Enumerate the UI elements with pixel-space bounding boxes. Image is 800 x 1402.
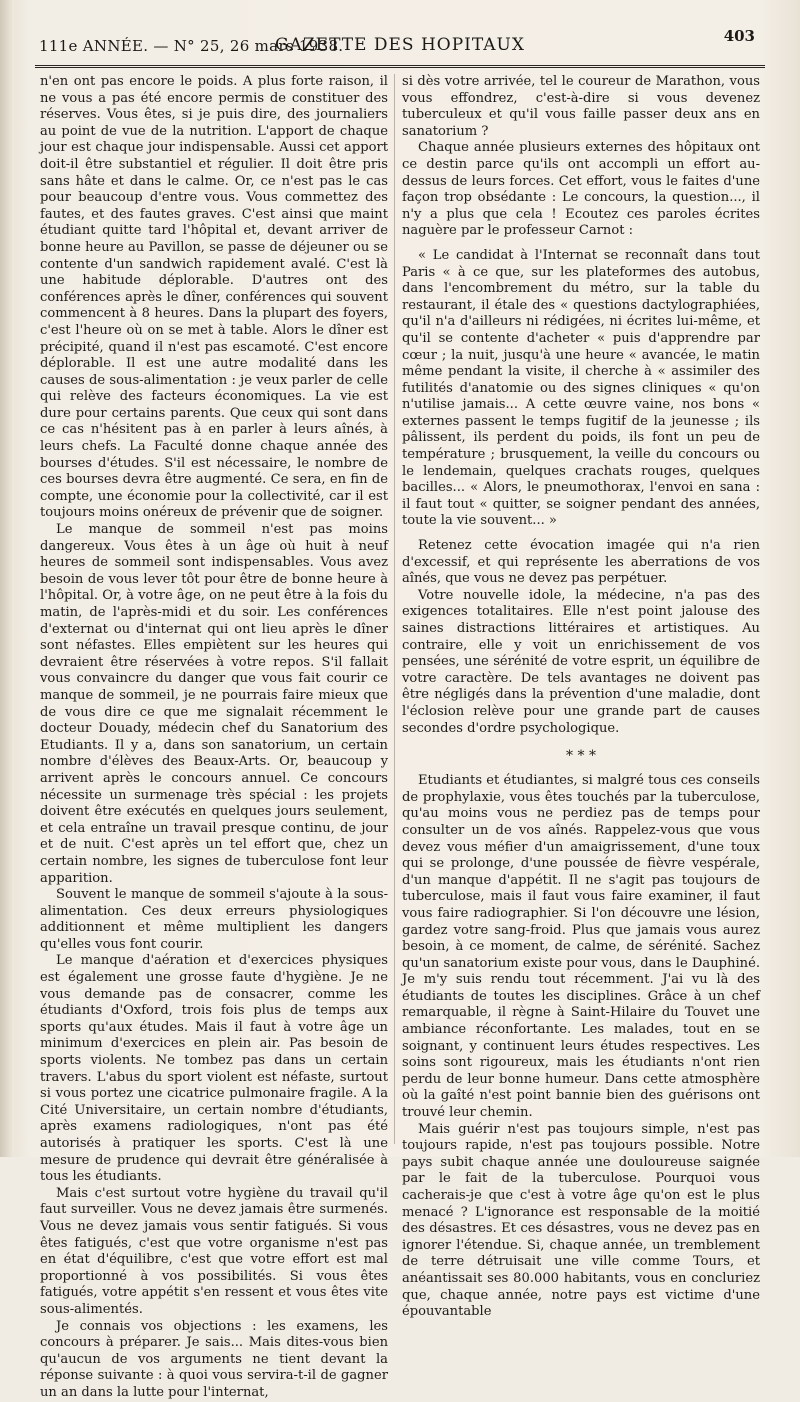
paragraph: Le manque d'aération et d'exercices physiques est également une grosse faute d'hygiène. Je ne vous demande pas de consacrer, comme les étudiants d'Oxford, trois fois plus de temps aux sports qu'aux études. Mais il faut à votre âge un minimum d'exercices en plein air. Pas besoin de sports violents. Ne tombez pas dans un certain travers. L'abus du sport violent est néfaste, surtout si vous portez une cicatrice pulmonaire fragile. A la Cité Universitaire, un certain nombre d'étudiants, après examens radiologiques, n'ont pas été autorisés à pratiquer les sports. C'est là une mesure de prudence qui devrait être généralisée à tous les étudiants. <box>40 953 388 1185</box>
paragraph: Mais c'est surtout votre hygiène du travail qu'il faut surveiller. Vous ne devez jamais être surmenés. Vous ne devez jamais vous sentir fatigués. Si vous êtes fatigués, c'est que votre organisme n'est pas en état d'équilibre, c'est que votre effort est mal proportionné à vos possibilités. Si vous êtes fatigués, votre appétit s'en ressent et vous êtes vite sous-alimentés. <box>40 1185 388 1317</box>
page-binding-shadow <box>0 0 14 1157</box>
page-number: 403 <box>723 27 755 45</box>
issue-line: 111e ANNÉE. — N° 25, 26 mars 1938. <box>39 37 344 55</box>
right-column <box>402 74 760 1321</box>
paragraph: Chaque année plusieurs externes des hôpitaux ont ce destin parce qu'ils ont accompli un effort au-dessus de leurs forces. Cet effort, vous le faites d'une façon trop obsédante : Le concours, la question..., il n'y a plus que cela ! Ecoutez ces paroles écrites naguère par le professeur Carnot : <box>402 140 760 239</box>
page-header <box>35 25 765 68</box>
column-divider <box>394 74 395 1144</box>
paragraph: Retenez cette évocation imagée qui n'a rien d'excessif, et qui représente les aberrations de vos aînés, que vous ne devez pas perpétuer. <box>402 538 760 587</box>
section-separator: * * * <box>566 748 596 765</box>
paragraph: Votre nouvelle idole, la médecine, n'a pas des exigences totalitaires. Elle n'est point jalouse des saines distractions littéraires et artistiques. Au contraire, elle y voit un enrichissement de vos pensées, une sérénité de votre esprit, un équilibre de votre caractère. De tels avantages ne doivent pas être négligés dans la prévention d'une maladie, dont l'éclosion relève pour une grande part de causes secondes d'ordre psychologique. <box>402 587 760 736</box>
quotation: « Le candidat à l'Internat se reconnaît dans tout Paris « à ce que, sur les plateformes des autobus, dans l'encombrement du métro, sur la table du restaurant, il étale des « questions dactylographiées, qu'il n'a d'ailleurs ni rédigées, ni écrites lui-même, et qu'il se contente d'acheter « puis d'apprendre par cœur ; la nuit, jusqu'à une heure « avancée, le matin même pendant la visite, il cherche à « assimiler des futilités d'anatomie ou des signes cliniques « qu'on n'utilise jamais... A cette œuvre vaine, nos bons « externes passent le temps fugitif de la jeunesse ; ils pâlissent, ils perdent du poids, ils font un peu de température ; brusquement, la veille du concours ou le lendemain, quelques crachats rouges, quelques bacilles... « Alors, le pneumothorax, l'envoi en sana : il faut tout « quitter, se soigner pendant des années, toute la vie souvent... » <box>402 247 760 529</box>
paragraph: Etudiants et étudiantes, si malgré tous ces conseils de prophylaxie, vous êtes touchés par la tuberculose, qu'au moins vous ne perdiez pas de temps pour consulter un de vos aînés. Rappelez-vous que vous devez vous méfier d'un amaigrissement, d'une toux qui se prolonge, d'une poussée de fièvre vespérale, d'un manque d'appétit. Il ne s'agit pas toujours de tuberculose, mais il faut vous faire examiner, il faut vous faire radiographier. Si l'on découvre une lésion, gardez votre sang-froid. Plus que jamais vous aurez besoin, à ce moment, de calme, de sérénité. Sachez qu'un sanatorium existe pour vous, dans le Dauphiné. Je m'y suis rendu tout récemment. J'ai vu là des étudiants de toutes les disciplines. Grâce à un chef remarquable, il règne à Saint-Hilaire du Touvet une ambiance réconfortante. Les malades, tout en se soignant, y continuent leurs études respectives. Les soins sont rigoureux, mais les étudiants n'ont rien perdu de leur bonne humeur. Dans cette atmosphère où la gaîté n'est point bannie bien des guérisons ont trouvé leur chemin. <box>402 773 760 1121</box>
paragraph: Le manque de sommeil n'est pas moins dangereux. Vous êtes à un âge où huit à neuf heures de sommeil sont indispensables. Vous avez besoin de vous lever tôt pour être de bonne heure à l'hôpital. Or, à votre âge, on ne peut être à la fois du matin, de l'après-midi et du soir. Les conférences d'externat ou d'internat qui ont lieu après le dîner sont néfastes. Elles empiètent sur les heures qui devraient être réservées à votre repos. S'il fallait vous convaincre du danger que vous fait courir ce manque de sommeil, je ne pourrais faire mieux que de vous dire ce que me signalait récemment le docteur Douady, médecin chef du Sanatorium des Etudiants. Il y a, dans son sanatorium, un certain nombre d'élèves des Beaux-Arts. Or, beaucoup y arrivent après le concours annuel. Ce concours nécessite un surmenage très spécial : les projets doivent être exécutés en quelques jours seulement, et cela entraîne un travail presque continu, de jour et de nuit. C'est après un tel effort que, chez un certain nombre, les signes de tuberculose font leur apparition. <box>40 522 388 886</box>
paragraph: Mais guérir n'est pas toujours simple, n'est pas toujours rapide, n'est pas toujours possible. Notre pays subit chaque année une douloureuse saignée par le fait de la tuberculose. Pourquoi vous cacherais-je que c'est à votre âge qu'on est le plus menacé ? L'ignorance est responsable de la moitié des désastres. Et ces désastres, vous ne devez pas en ignorer l'étendue. Si, chaque année, un tremblement de terre détruisait une ville comme Tours, et anéantissait ses 80.000 habitants, vous en concluriez que, chaque année, notre pays est victime d'une épouvantable <box>402 1121 760 1320</box>
paragraph: si dès votre arrivée, tel le coureur de Marathon, vous vous effondrez, c'est-à-dire si vous devenez tuberculeux et qu'il vous faille passer deux ans en sanatorium ? <box>402 74 760 139</box>
journal-title: GAZETTE DES HOPITAUX <box>274 35 525 55</box>
paragraph: Je connais vos objections : les examens, les concours à préparer. Je sais... Mais dites-vous bien qu'aucun de vos arguments ne tient devant la réponse suivante : à quoi vous servira-t-il de gagner un an dans la lutte pour l'internat, <box>40 1318 388 1400</box>
left-column <box>40 74 388 1402</box>
paragraph: n'en ont pas encore le poids. A plus forte raison, il ne vous a pas été encore permis de constituer des réserves. Vous êtes, si je puis dire, des journaliers au point de vue de la nutrition. L'apport de chaque jour est chaque jour indispensable. Aussi cet apport doit-il être substantiel et régulier. Il doit être pris sans hâte et dans le calme. Or, ce n'est pas le cas pour beaucoup d'entre vous. Vous commettez des fautes, et des fautes graves. C'est ainsi que maint étudiant quitte tard l'hôpital et, devant arriver de bonne heure au Pavillon, se passe de déjeuner ou se contente d'un sandwich rapidement avalé. C'est là une habitude déplorable. D'autres ont des conférences après le dîner, conférences qui souvent commencent à 8 heures. Dans la plupart des foyers, c'est l'heure où on se met à table. Alors le dîner est précipité, quand il n'est pas escamoté. C'est encore déplorable. Il est une autre modalité dans les causes de sous-alimentation : je veux parler de celle qui relève des facteurs économiques. La vie est dure pour certains parents. Que ceux qui sont dans ce cas n'hésitent pas à en parler à leurs aînés, à leurs chefs. La Faculté donne chaque année des bourses d'études. S'il est nécessaire, le nombre de ces bourses devra être augmenté. Ce sera, en fin de compte, une économie pour la collectivité, car il est toujours moins onéreux de prévenir que de soigner. <box>40 74 388 521</box>
paragraph: Souvent le manque de sommeil s'ajoute à la sous-alimentation. Ces deux erreurs physiologiques additionnent et même multiplient les dangers qu'elles vous font courir. <box>40 887 388 952</box>
